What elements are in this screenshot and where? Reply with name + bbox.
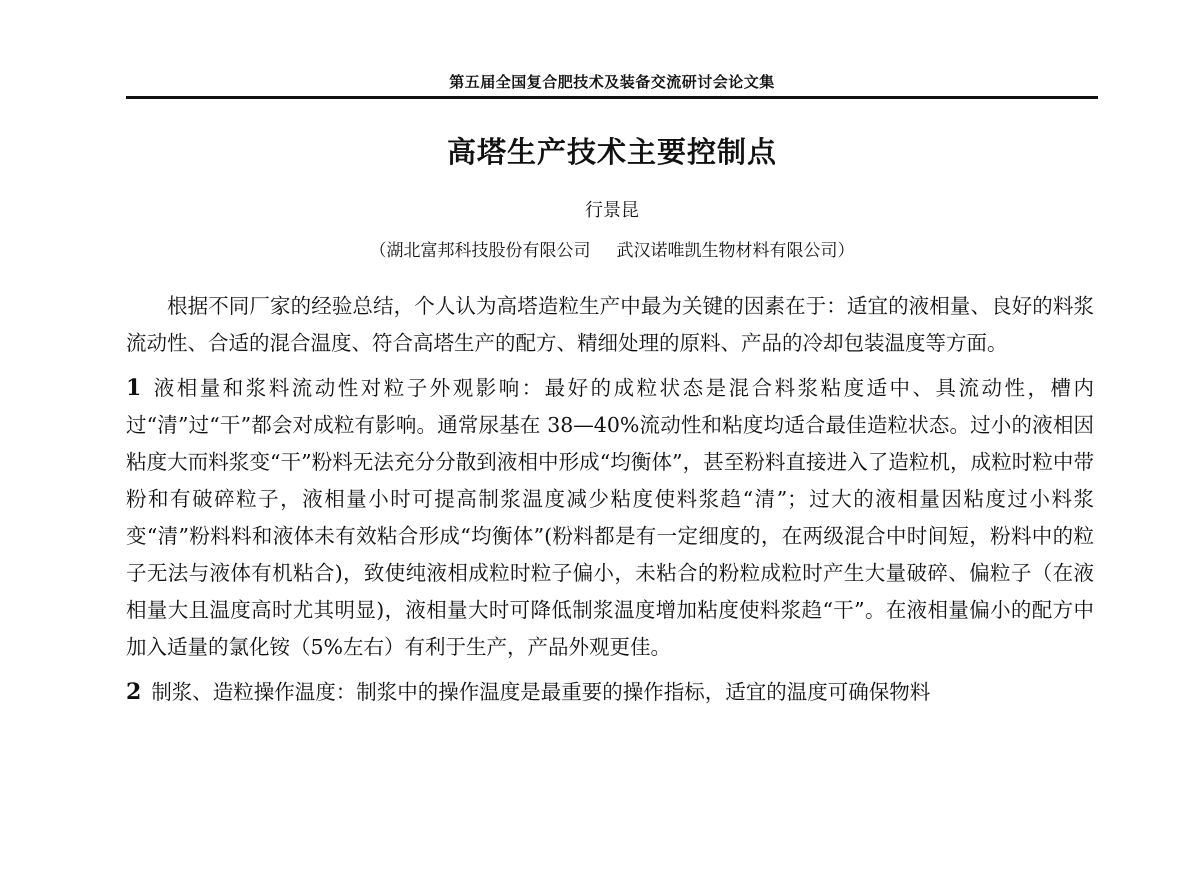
author-name: 行景昆: [585, 200, 639, 221]
affiliation-company-2: 武汉诺唯凯生物材料有限公司: [616, 241, 838, 261]
affiliation-company-1: 湖北富邦科技股份有限公司: [386, 241, 591, 261]
running-header: 第五届全国复合肥技术及装备交流研讨会论文集: [449, 73, 775, 91]
intro-paragraph: 根据不同厂家的经验总结，个人认为高塔造粒生产中最为关键的因素在于：适宜的液相量、良好的料浆流动性、合适的混合温度、符合高塔生产的配方、精细处理的原料、产品的冷却包装温度等方面。: [126, 294, 1094, 355]
affiliation: [126, 236, 1098, 261]
section-number: 1: [126, 375, 142, 401]
section-text: 液相量和浆料流动性对粒子外观影响：最好的成粒状态是混合料浆粘度适中、具流动性，槽内过“清”过“干”都会对成粒有影响。通常尿基在 38—40%流动性和粘度均适合最佳造粒状态。过小的液相因粘度大而料浆变“干”粉料无法充分分散到液相中形成“均衡体”，甚至粉料直接进入了造粒机，成粒时粒中带粉和有破碎粒子，液相量小时可提高制浆温度减少粘度使料浆趋“清”；过大的液相量因粘度过小料浆变“清”粉料料和液体未有效粘合形成“均衡体”(粉料都是有一定细度的，在两级混合中时间短，粉料中的粒子无法与液体有机粘合)，致使纯液相成粒时粒子偏小，未粘合的粉粒成粒时产生大量破碎、偏粒子（在液相量大且温度高时尤其明显)，液相量大时可降低制浆温度增加粘度使料浆趋“干”。在液相量偏小的配方中加入适量的氯化铵（5%左右）有利于生产，产品外观更佳。: [126, 376, 1094, 659]
section-paragraph-2: [126, 674, 1094, 711]
article-title: 高塔生产技术主要控制点: [446, 135, 777, 169]
section-text: 制浆、造粒操作温度：制浆中的操作温度是最重要的操作指标，适宜的温度可确保物料: [151, 680, 931, 704]
section-paragraph-1: [126, 370, 1094, 666]
affiliation-open-paren: （: [369, 241, 387, 261]
affiliation-close-paren: ）: [837, 241, 855, 261]
header-rule: [126, 96, 1098, 99]
section-number: 2: [126, 679, 142, 705]
article-body: [126, 288, 1094, 719]
